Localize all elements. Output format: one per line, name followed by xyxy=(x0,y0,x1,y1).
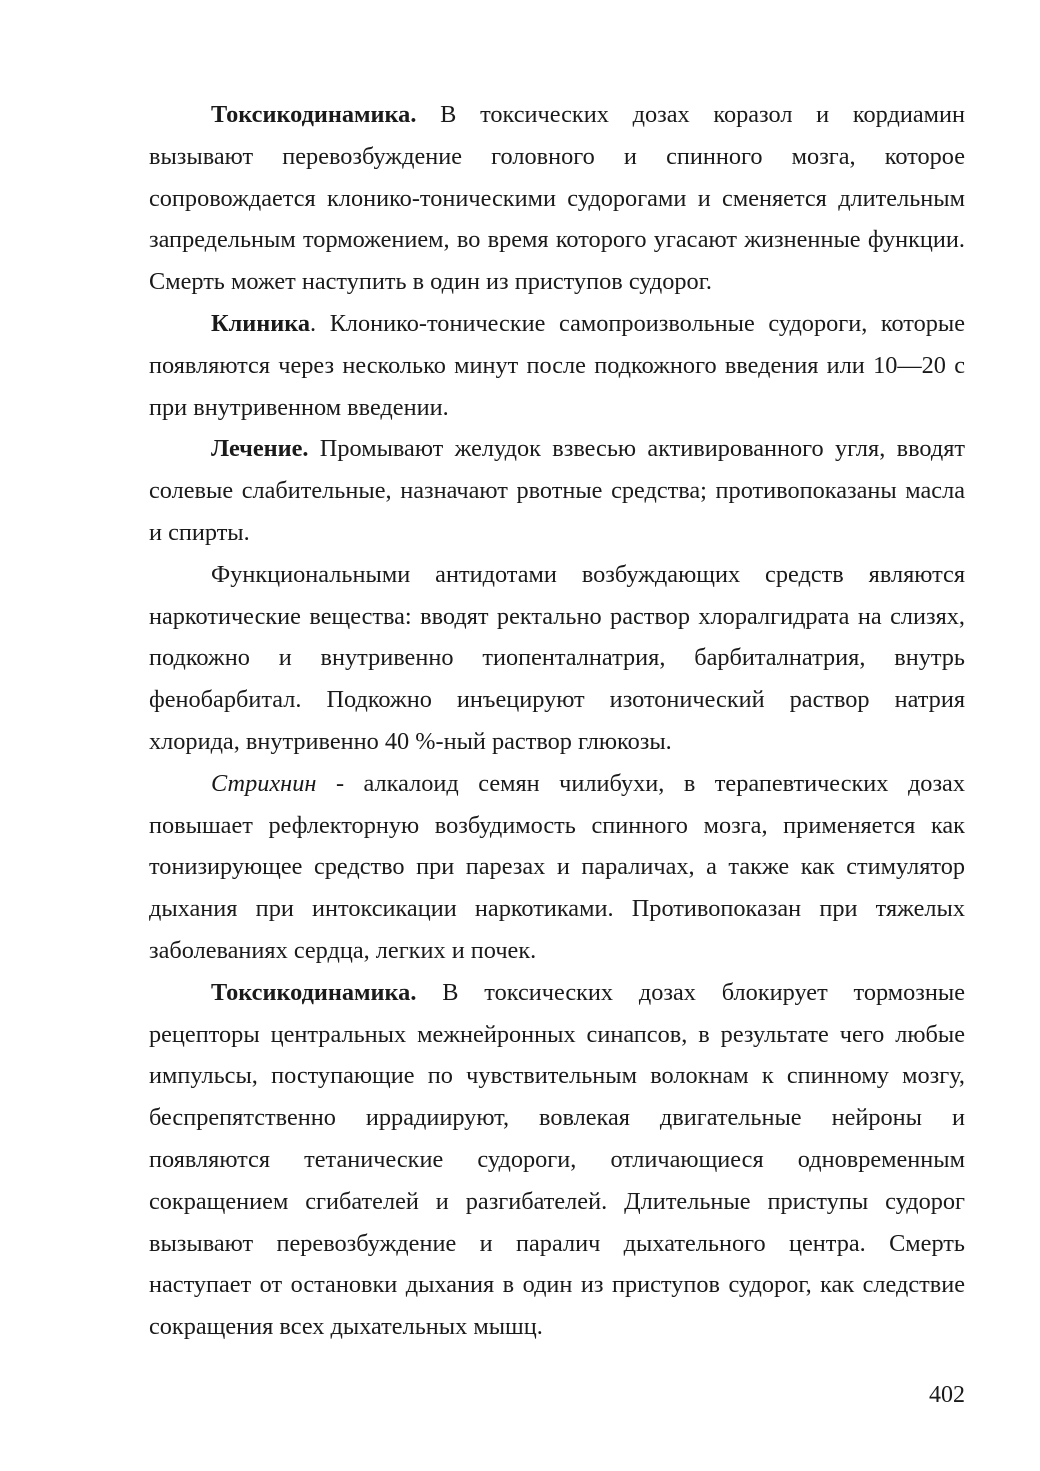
paragraph-toxicodynamics-corazol xyxy=(149,94,965,303)
paragraph-antidotes xyxy=(149,554,965,763)
paragraph-text: - алкалоид семян чилибухи, в терапевтических дозах повышает рефлекторную возбудимость спинного мозга, применяется как тонизирующее средство при парезах и параличах, а также как стимулятор дыхания при интоксикации наркотиками. Противопоказан при тяжелых заболеваниях сердца, легких и почек. xyxy=(149,769,965,964)
paragraph-clinic xyxy=(149,303,965,428)
paragraph-text: Промывают желудок взвесью активированного угля, вводят солевые слабительные, назначают рвотные средства; противопоказаны масла и спирты. xyxy=(149,435,965,546)
paragraph-text: . Клонико-тонические самопроизвольные судороги, которые появляются через несколько минут после подкожного введения или 10—20 с при внутривенном введении. xyxy=(149,309,965,421)
paragraph-term: Клиника xyxy=(211,309,311,337)
paragraph-term: Токсикодинамика. xyxy=(211,978,417,1006)
paragraph-text: Функциональными антидотами возбуждающих средств являются наркотические вещества: вводят ректально раствор хлоралгидрата на слизях, подкожно и внутривенно тиопенталнатрия, барбиталнатрия, внутрь фенобарбитал. Подкожно инъецируют изотонический раствор натрия хлорида, внутривенно 40 %-ный раствор глюкозы. xyxy=(149,560,965,755)
paragraph-text: В токсических дозах коразол и кордиамин вызывают перевозбуждение головного и спинного мозга, которое сопровождается клонико-тоническими судорогами и сменяется длительным запредельным торможением, во время которого угасают жизненные функции. Смерть может наступить в один из приступов судорог. xyxy=(149,101,965,296)
paragraph-term: Лечение. xyxy=(211,435,309,463)
paragraph-term: Стрихнин xyxy=(211,769,317,797)
paragraph-toxicodynamics-strychnine xyxy=(149,972,965,1348)
paragraph-strychnine xyxy=(149,763,965,972)
paragraph-treatment xyxy=(149,428,965,553)
page-body xyxy=(149,94,965,1348)
page-number: 402 xyxy=(929,1382,965,1408)
paragraph-term: Токсикодинамика. xyxy=(211,101,417,128)
paragraph-text: В токсических дозах блокирует тормозные рецепторы центральных межнейронных синапсов, в результате чего любые импульсы, поступающие по чувствительным волокнам к спинному мозгу, беспрепятственно иррадиируют, вовлекая двигательные нейроны и появляются тетанические судороги, отличающиеся одновременным сокращением сгибателей и разгибателей. Длительные приступы судорог вызывают перевозбуждение и паралич дыхательного центра. Смерть наступает от остановки дыхания в один из приступов судорог, как следствие сокращения всех дыхательных мышц. xyxy=(149,978,965,1341)
